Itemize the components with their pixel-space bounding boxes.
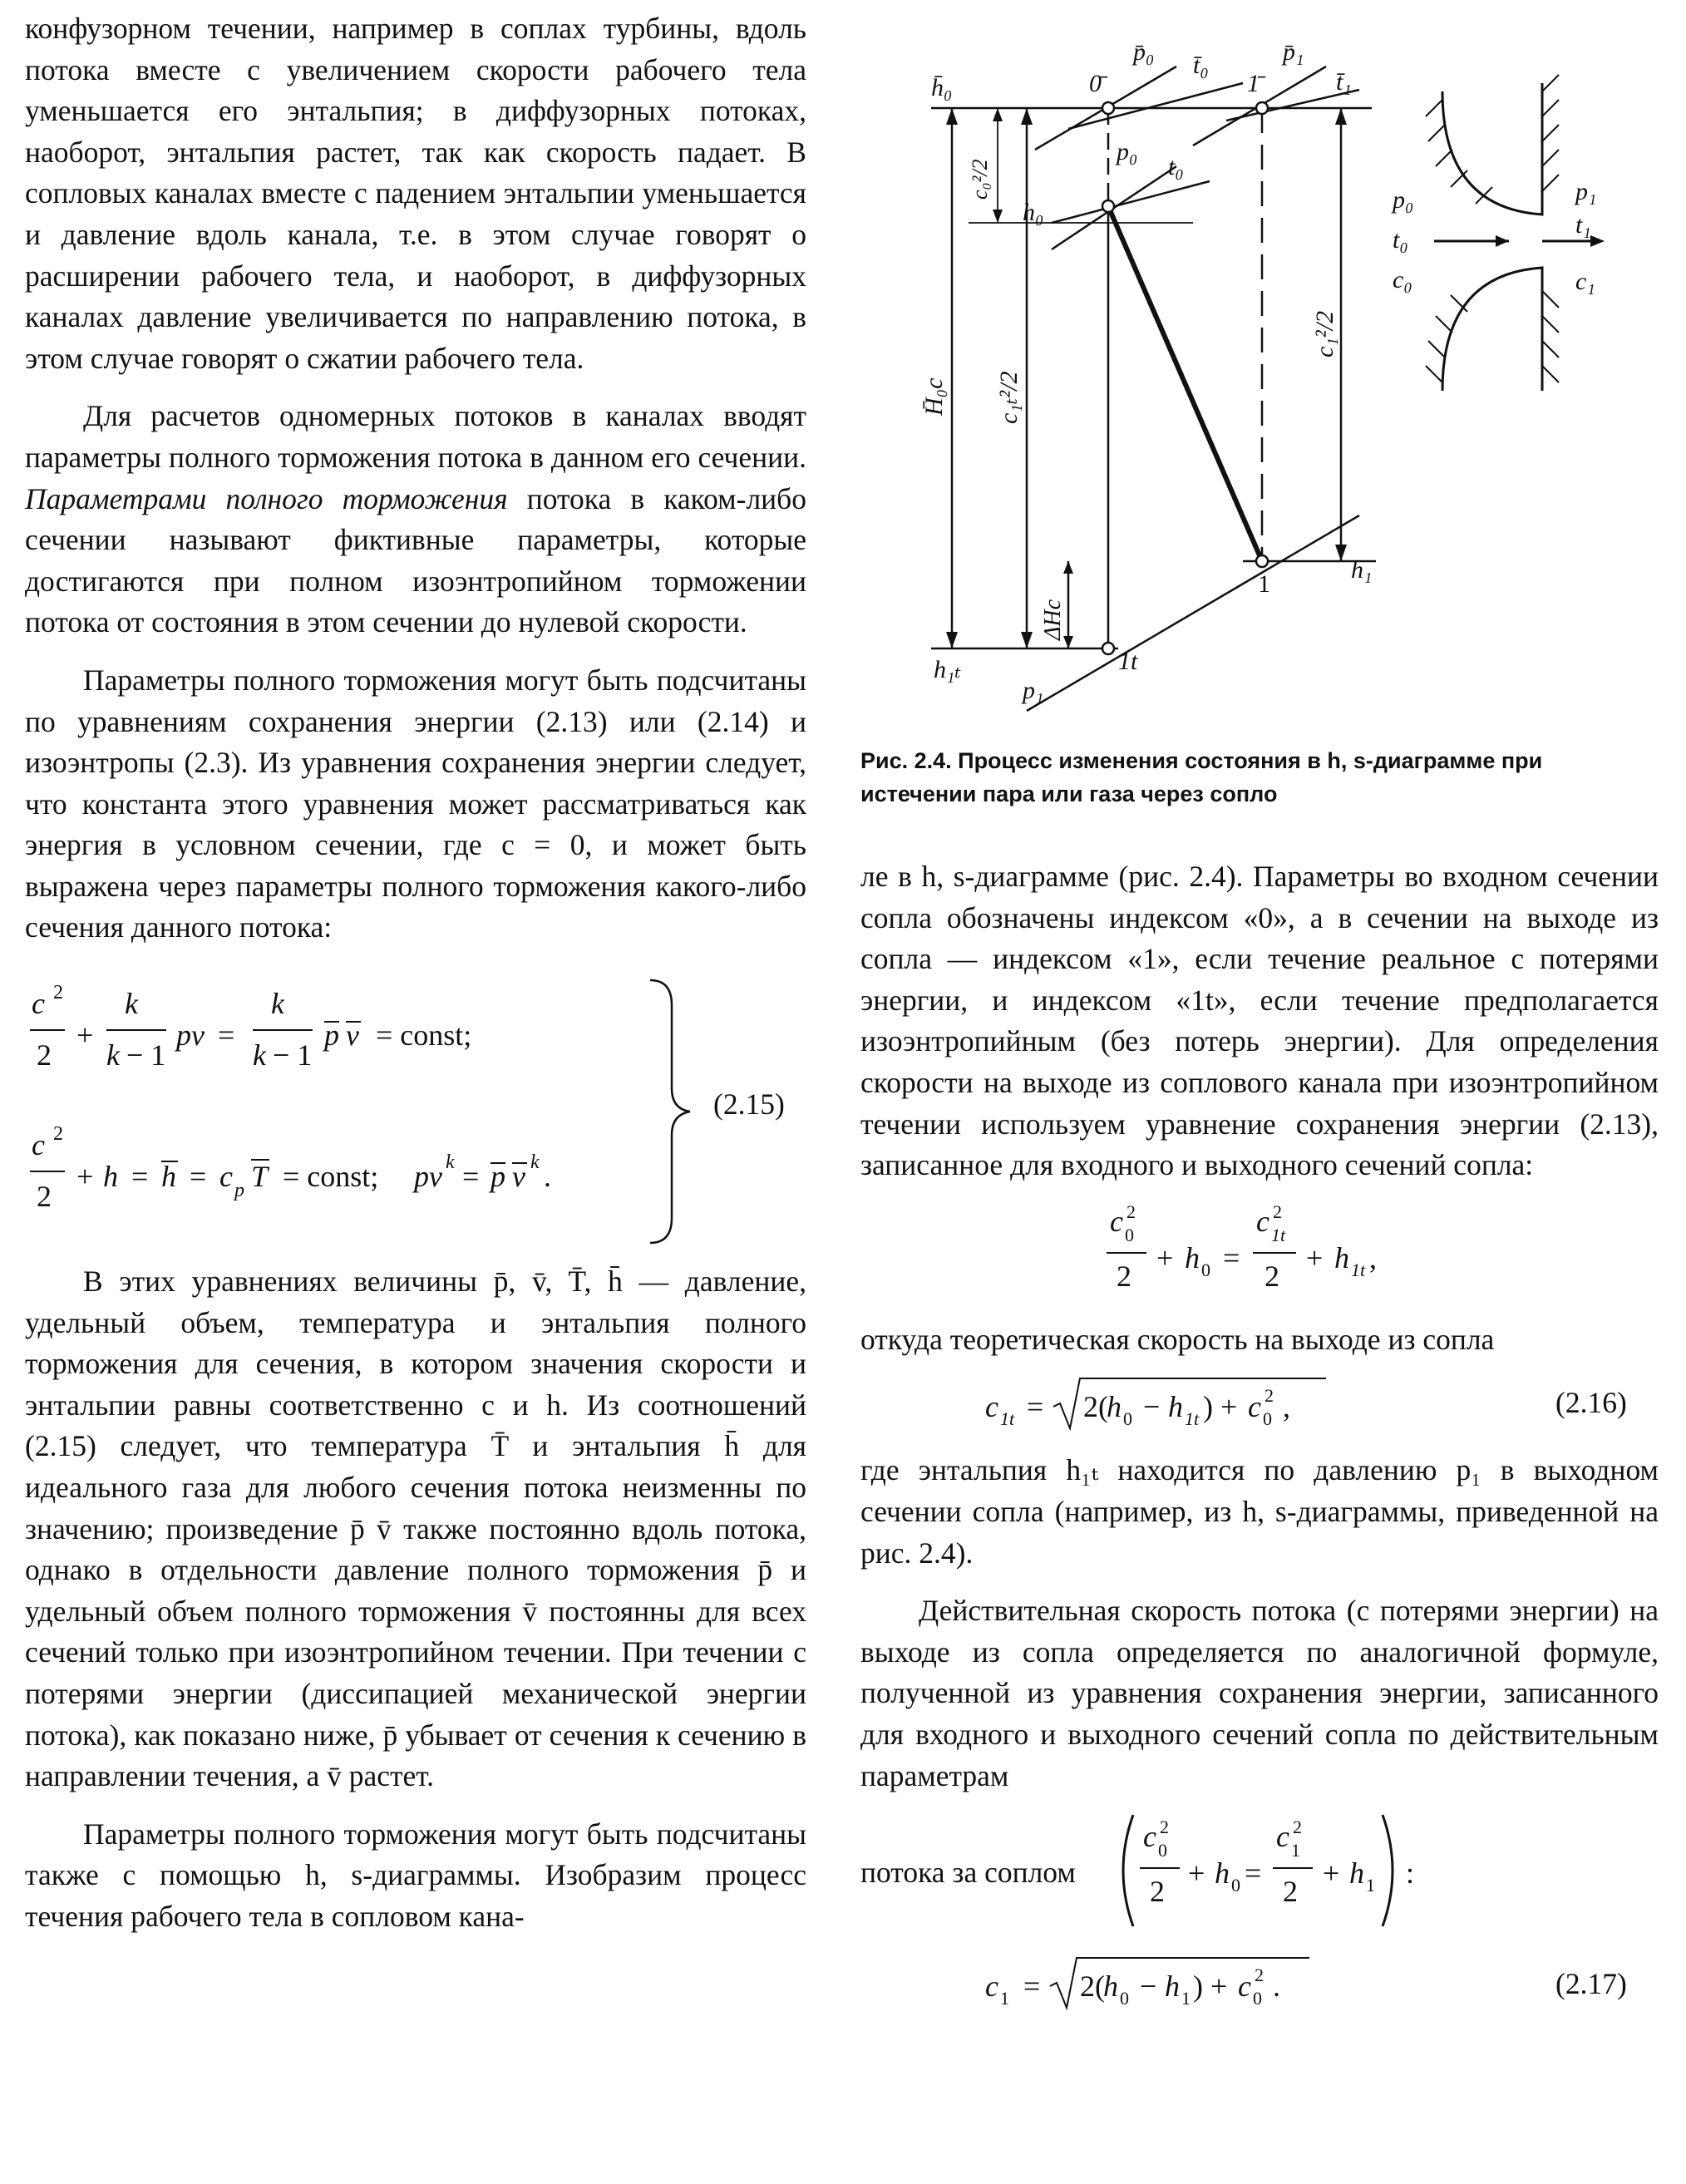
paragraph-8: где энтальпия h₁ₜ находится по давлению p₁ в выходном сечении сопла (например, из h, s-диаграммы, приведенной на рис. 2.4). [860, 1453, 1659, 1570]
svg-text:−: − [1140, 1970, 1157, 2004]
svg-text:0: 0 [1158, 1840, 1167, 1861]
svg-text:2(: 2( [1080, 1970, 1105, 2004]
svg-text:c: c [985, 1970, 998, 2004]
paragraph-10-prefix: потока за соплом [860, 1856, 1076, 1890]
paragraph-6: ле в h, s-диаграмме (рис. 2.4). Параметры во входном сечении сопла обозначены индексом «0», а в сечении на выходе из сопла — индексом «1», если течение реальное с потерями энергии, и индексом «1t», если течение предполагается изоэнтропийным (без потерь энергии). Для определения скорости на выходе из соплового канала при изоэнтропийном течении используем уравнение сохранения энергии (2.13), записанное для входного и выходного сечений сопла: [860, 860, 1659, 1182]
equation-actual-energy [860, 1808, 1659, 1933]
equation-2-15-number: (2.15) [713, 1087, 785, 1122]
svg-text:h: h [1334, 1240, 1349, 1274]
svg-text:+: + [76, 1018, 94, 1053]
label-c1sq2: c₁²/2 [1311, 310, 1338, 357]
svg-text:c: c [32, 987, 45, 1021]
svg-text:c: c [1248, 1390, 1261, 1424]
svg-text:1t: 1t [1351, 1259, 1366, 1280]
svg-text:1t: 1t [1185, 1408, 1200, 1430]
svg-text:pv: pv [414, 1160, 442, 1194]
svg-text:h: h [1168, 1390, 1183, 1424]
svg-text:0: 0 [1125, 1224, 1134, 1245]
svg-text:h: h [161, 1160, 176, 1194]
paragraph-3: Параметры полного торможения могут быть подсчитаны по уравнениям сохранения энергии (2.13) или (2.14) и изоэнтропы (2.3). Из уравнения сохранения энергии следует, что константа этого уравнения может рассматриваться как энергия в условном сечении, где c = 0, и может быть выражена через параметры полного торможения какого-либо сечения данного потока: [25, 663, 806, 944]
label-p1: p₁ [1023, 677, 1044, 704]
label-point-0bar: 0̄ [1089, 70, 1102, 97]
label-h1t: h₁ₜ [934, 656, 961, 683]
nozzle-label-p1: p₁ [1575, 178, 1597, 205]
equation-2-15-graphic [25, 972, 806, 1255]
svg-text::: : [1406, 1856, 1415, 1891]
svg-text:=: = [1023, 1970, 1041, 2004]
svg-text:k: k [271, 987, 284, 1021]
svg-text:=: = [1245, 1856, 1262, 1891]
svg-text:v: v [512, 1160, 525, 1194]
label-h0bar: h̄₀ [931, 74, 953, 101]
svg-text:2: 2 [53, 1123, 63, 1146]
svg-text:,: , [1369, 1240, 1377, 1274]
svg-text:T: T [251, 1160, 269, 1194]
label-H0c: H̄₀c [920, 377, 948, 416]
svg-text:h: h [1215, 1856, 1230, 1891]
svg-text:.: . [1273, 1970, 1280, 2004]
label-t0: t₀ [1168, 153, 1184, 180]
svg-text:− 1: − 1 [126, 1038, 166, 1072]
equation-energy-graphic [860, 1198, 1659, 1314]
svg-text:2: 2 [1117, 1259, 1131, 1293]
svg-text:2: 2 [1273, 1200, 1282, 1222]
svg-text:0: 0 [1123, 1408, 1132, 1430]
svg-text:h: h [1103, 1970, 1118, 2004]
svg-text:= const;: = const; [283, 1160, 379, 1194]
svg-text:h: h [1107, 1390, 1122, 1424]
paragraph-2-a: Для расчетов одномерных потоков в каналах вводят параметры полного торможения потока в данном его сечении. [25, 399, 806, 474]
svg-text:+: + [1306, 1240, 1324, 1274]
svg-text:0: 0 [1253, 1988, 1262, 2009]
svg-text:=: = [131, 1160, 149, 1194]
svg-text:0: 0 [1120, 1988, 1129, 2009]
label-point-1: 1 [1258, 570, 1270, 598]
svg-text:+: + [1188, 1856, 1205, 1891]
equation-energy [860, 1198, 1659, 1314]
svg-text:p: p [324, 1018, 339, 1053]
svg-text:1: 1 [1291, 1840, 1300, 1861]
equation-2-17-graphic [860, 1941, 1659, 2024]
svg-text:2: 2 [1160, 1817, 1169, 1838]
equation-2-16 [860, 1367, 1659, 1447]
svg-text:k: k [106, 1038, 120, 1072]
svg-text:2: 2 [1126, 1200, 1136, 1222]
svg-text:=: = [1223, 1240, 1240, 1274]
label-h1: h₁ [1351, 556, 1373, 584]
svg-text:2: 2 [1150, 1875, 1165, 1909]
paragraph-1: конфузорном течении, например в соплах турбины, вдоль потока вместе с увеличением скорости рабочего тела уменьшается его энтальпия; в диффузорных потоках, наоборот, энтальпия растет, так как скорость падает. В сопловых каналах вместе с падением энтальпии уменьшается и давление вдоль канала, т.е. в этом случае говорят о расширении рабочего тела, и наоборот, в диффузорных каналах давление увеличивается по направлению потока, в этом случае говорят о сжатии рабочего тела. [25, 12, 806, 375]
svg-text:= const;: = const; [376, 1018, 472, 1053]
svg-text:c: c [219, 1160, 233, 1194]
svg-text:0: 0 [1201, 1259, 1210, 1280]
label-c1tsq2: c₁ₜ²/2 [995, 371, 1023, 424]
nozzle-label-c0: c₀ [1393, 266, 1412, 293]
svg-text:2: 2 [53, 982, 63, 1004]
svg-text:pv: pv [176, 1018, 205, 1053]
term-stagnation-params: Параметрами полного торможения [25, 481, 508, 515]
svg-text:=: = [462, 1160, 480, 1194]
svg-text:h: h [103, 1160, 118, 1194]
svg-text:p: p [234, 1180, 244, 1202]
svg-text:1: 1 [1181, 1988, 1191, 2009]
svg-text:1t: 1t [1271, 1224, 1286, 1245]
hs-diagram [860, 0, 1659, 732]
label-point-1bar: 1̄ [1247, 70, 1260, 97]
svg-text:2(: 2( [1083, 1390, 1108, 1424]
paragraph-9: Действительная скорость потока (с потерями энергии) на выходе из сопла определяется по аналогичной формуле, полученной из уравнения сохранения энергии, записанного для входного и выходного сечений сопла по действительным параметрам [860, 1594, 1659, 1792]
svg-text:c: c [32, 1128, 45, 1162]
label-point-1t: 1t [1118, 648, 1138, 675]
svg-text:1t: 1t [1000, 1408, 1015, 1430]
left-column [25, 0, 806, 1938]
svg-text:2: 2 [1264, 1385, 1274, 1407]
svg-text:c: c [1143, 1820, 1156, 1854]
svg-text:c: c [1276, 1820, 1289, 1854]
svg-text:k: k [530, 1151, 540, 1174]
svg-text:h: h [1165, 1970, 1180, 2004]
svg-text:+: + [1323, 1856, 1340, 1891]
svg-text:2: 2 [1293, 1817, 1302, 1838]
svg-text:+: + [1156, 1240, 1174, 1274]
label-t0bar: t̄₀ [1193, 52, 1209, 79]
right-column [860, 0, 1659, 2024]
svg-text:h: h [1185, 1240, 1200, 1274]
label-dHc: ΔHc [1040, 599, 1066, 640]
equation-2-16-graphic [860, 1367, 1659, 1447]
svg-text:2: 2 [1255, 1965, 1264, 1986]
equation-2-17 [860, 1941, 1659, 2024]
nozzle-label-t1: t₁ [1575, 211, 1591, 239]
paragraph-7: откуда теоретическая скорость на выходе из сопла [860, 1322, 1495, 1356]
svg-text:v: v [346, 1018, 359, 1053]
label-c0sq2: c₀²/2 [968, 159, 992, 200]
svg-text:0: 0 [1263, 1408, 1272, 1430]
svg-text:=: = [1027, 1390, 1044, 1424]
svg-text:k: k [253, 1038, 266, 1072]
label-p0bar: p̄₀ [1133, 38, 1155, 66]
equation-2-15 [25, 972, 806, 1255]
svg-text:.: . [544, 1160, 551, 1194]
label-p1bar: p̄₁ [1283, 38, 1304, 66]
svg-text:2: 2 [37, 1038, 52, 1072]
paragraph-2-c: потока в каком-либо сечении называют фиктивные параметры, которые достигаются при полном изоэнтропийном торможении потока от состояния в этом сечении до нулевой скорости. [25, 481, 806, 639]
svg-text:1: 1 [1000, 1988, 1009, 2009]
nozzle-label-p0: p₀ [1393, 186, 1414, 214]
svg-text:c: c [1110, 1204, 1123, 1238]
paragraph-2 [25, 396, 806, 643]
svg-text:=: = [218, 1018, 235, 1053]
equation-2-17-number: (2.17) [1555, 1967, 1627, 2001]
svg-text:p: p [491, 1160, 505, 1194]
svg-text:) +: ) + [1193, 1970, 1228, 2004]
svg-text:k: k [446, 1151, 455, 1174]
svg-text:− 1: − 1 [273, 1038, 313, 1072]
svg-text:c: c [985, 1390, 998, 1424]
nozzle-label-t0: t₀ [1393, 226, 1408, 254]
svg-text:1: 1 [1366, 1875, 1375, 1896]
figure-caption: Рис. 2.4. Процесс изменения состояния в h, s-диаграмме при истечении пара или газа через сопло [860, 748, 1543, 806]
label-p0: p₀ [1117, 138, 1138, 165]
figure-2-4 [860, 0, 1659, 840]
svg-text:,: , [1283, 1390, 1290, 1424]
nozzle-label-c1: c₁ [1575, 268, 1595, 295]
svg-text:h: h [1349, 1856, 1364, 1891]
svg-text:−: − [1143, 1390, 1161, 1424]
svg-text:0: 0 [1231, 1875, 1240, 1896]
svg-text:=: = [190, 1160, 207, 1194]
svg-text:k: k [125, 987, 138, 1021]
svg-text:c: c [1256, 1204, 1269, 1238]
svg-text:2: 2 [1283, 1875, 1298, 1909]
equation-2-16-number: (2.16) [1555, 1386, 1627, 1420]
label-t1bar: t̄₁ [1336, 68, 1352, 96]
svg-text:+: + [76, 1160, 94, 1194]
paragraph-5: Параметры полного торможения могут быть подсчитаны также с помощью h, s-диаграммы. Изобразим процесс течения рабочего тела в сопловом кана- [25, 1817, 806, 1933]
svg-text:2: 2 [1264, 1259, 1279, 1293]
svg-text:2: 2 [37, 1180, 52, 1214]
svg-text:c: c [1238, 1970, 1251, 2004]
label-h0: h₀ [1023, 199, 1044, 226]
svg-text:) +: ) + [1203, 1390, 1238, 1424]
paragraph-4: В этих уравнениях величины p̄, v̄, T̄, h̄ — давление, удельный объем, температура и энтальпия полного торможения для сечения, в котором значения скорости и энтальпии равны соответственно c и h. Из соотношений (2.15) следует, что температура T̄ и энтальпия h̄ для идеального газа для любого сечения потока неизменны по значению; произведение p̄ v̄ также постоянно вдоль потока, однако в отдельности давление полного торможения p̄ и удельный объем полного торможения v̄ постоянны для всех сечений только при изоэнтропийном течении. При течении с потерями энергии (диссипацией механической энергии потока), как показано ниже, p̄ убывает от сечения к сечению в направлении течения, а v̄ растет. [25, 1265, 806, 1793]
